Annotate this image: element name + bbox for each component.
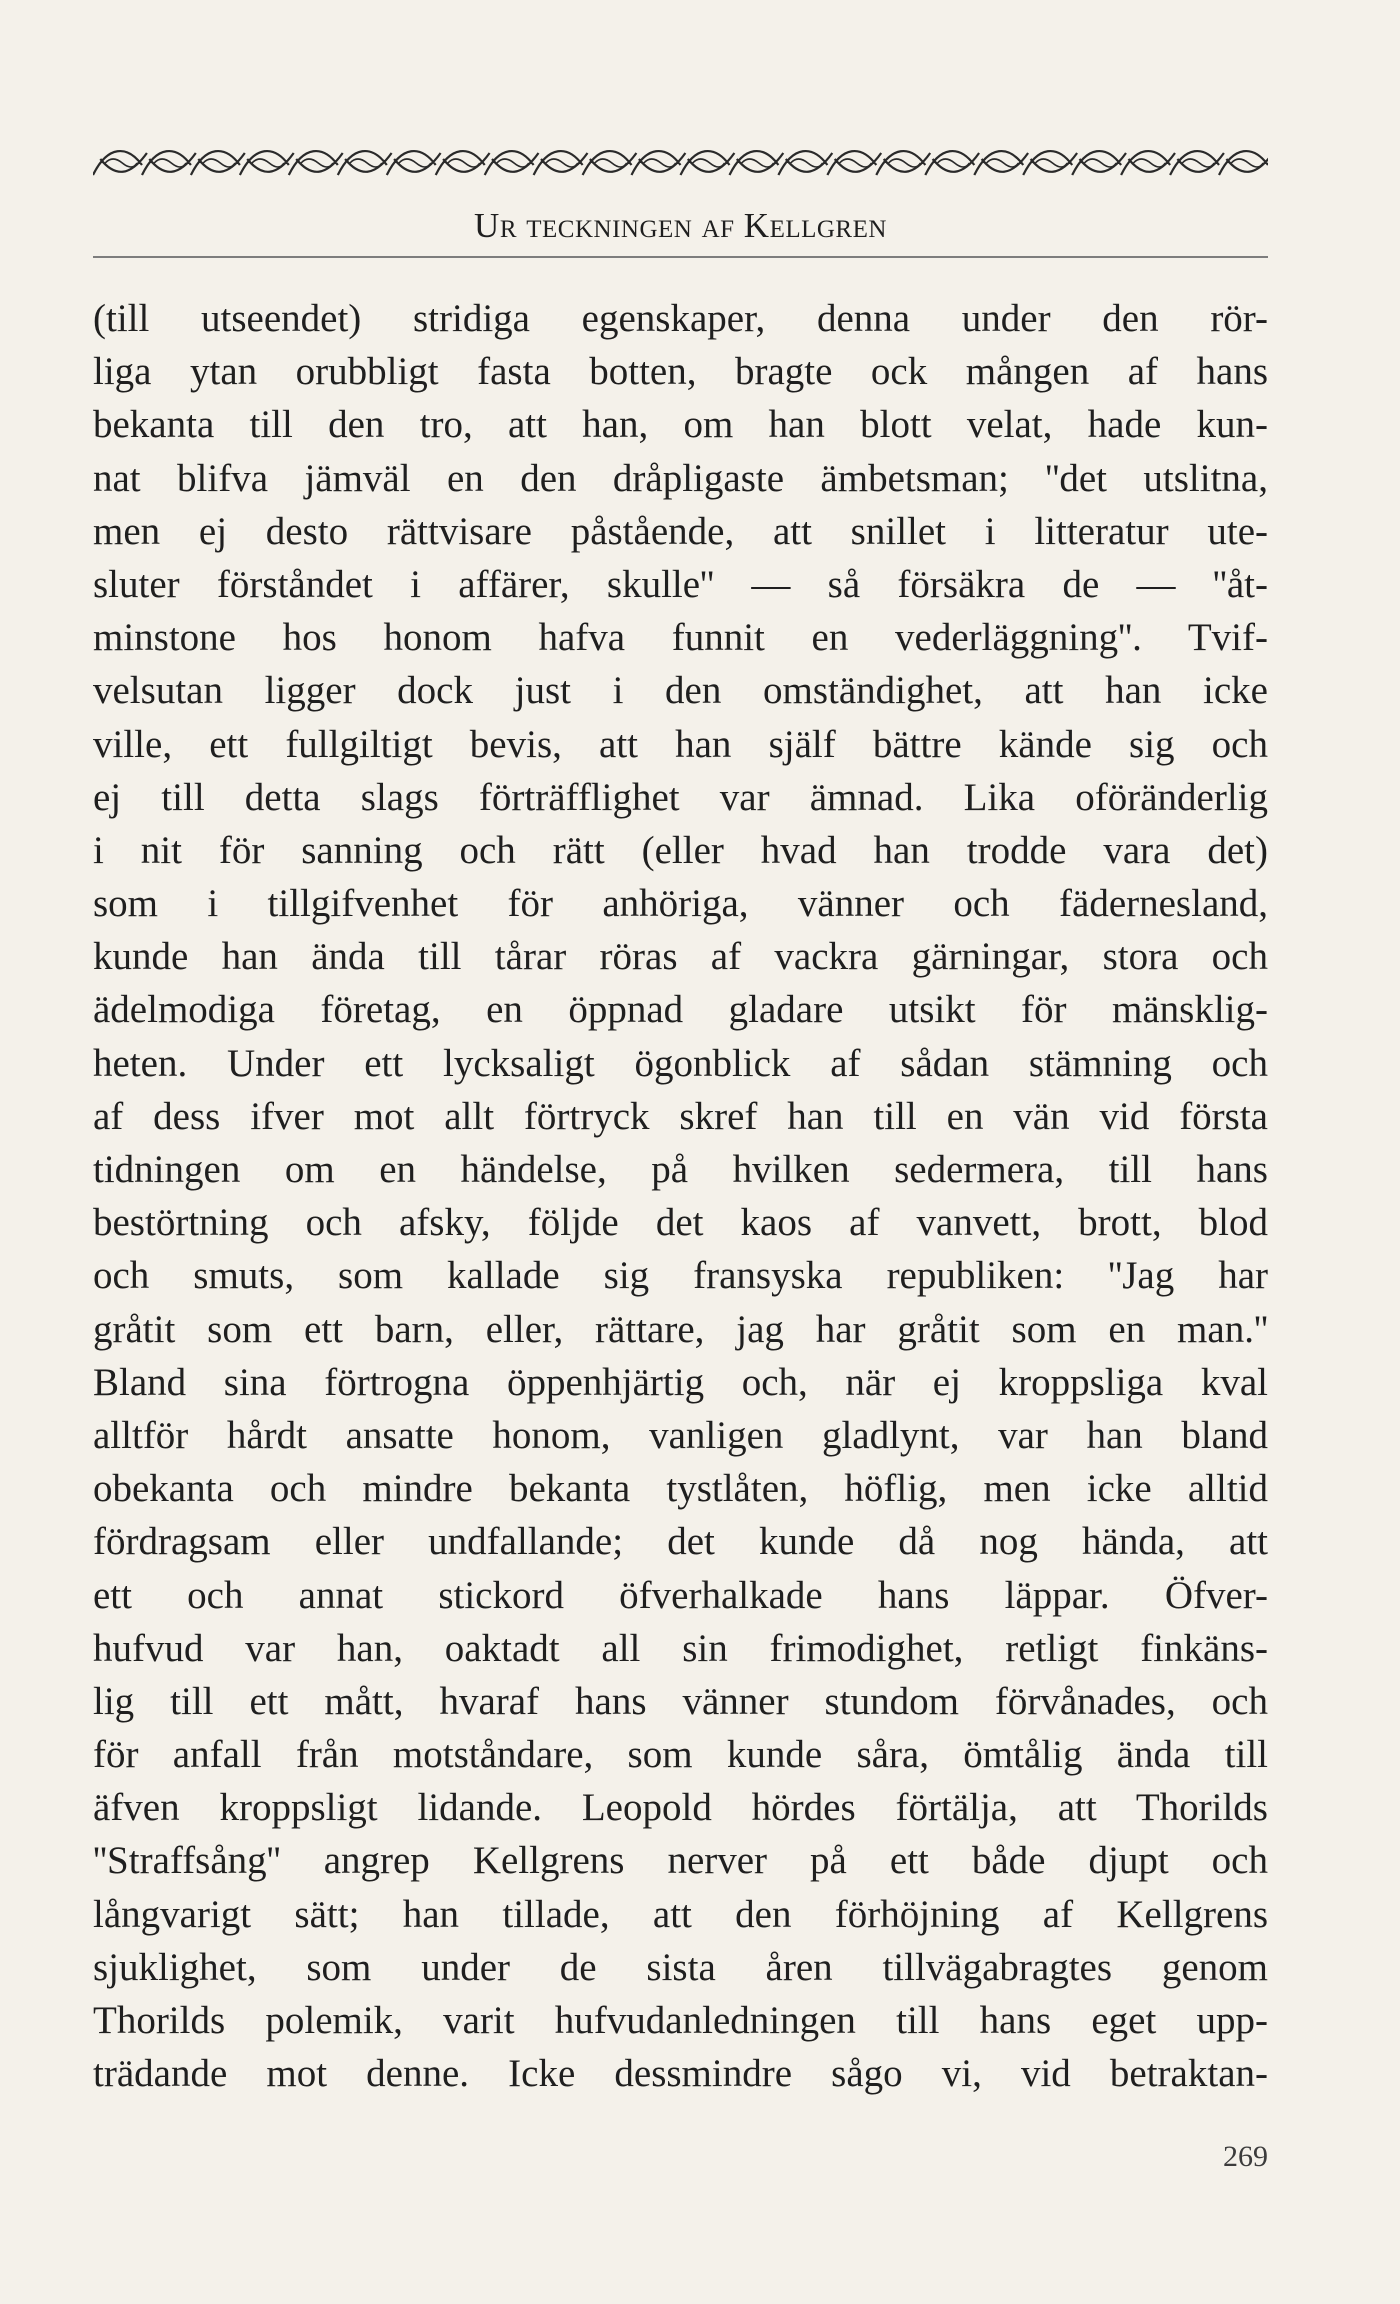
text-line: ''Straffsång'' angrep Kellgrens nerver på ett både djupt och xyxy=(93,1839,1268,1883)
text-line: velsutan ligger dock just i den omständighet, att han icke xyxy=(93,669,1268,713)
text-line: sluter förståndet i affärer, skulle'' — så försäkra de — ''åt- xyxy=(93,562,1268,606)
text-line: Thorilds polemik, varit hufvudanledningen till hans eget upp- xyxy=(93,1999,1268,2042)
text-line: ett och annat stickord öfverhalkade hans läppar. Öfver- xyxy=(93,1573,1268,1617)
text-line: alltför hårdt ansatte honom, vanligen gladlynt, var han bland xyxy=(93,1413,1268,1457)
text-line: liga ytan orubbligt fasta botten, bragte ock mången af hans xyxy=(93,350,1268,394)
text-line: Bland sina förtrogna öppenhjärtig och, när ej kroppsliga kval xyxy=(93,1360,1268,1404)
text-line: bestörtning och afsky, följde det kaos af vanvett, brott, blod xyxy=(93,1201,1268,1245)
text-line: långvarigt sätt; han tillade, att den förhöjning af Kellgrens xyxy=(93,1892,1268,1936)
text-line: bekanta till den tro, att han, om han blott velat, hade kun- xyxy=(93,403,1268,447)
text-line: i nit för sanning och rätt (eller hvad han trodde vara det) xyxy=(93,828,1268,872)
text-line: fördragsam eller undfallande; det kunde då nog hända, att xyxy=(93,1520,1268,1564)
decorative-header-ornament xyxy=(93,142,1268,184)
text-line: obekanta och mindre bekanta tystlåten, höflig, men icke alltid xyxy=(93,1467,1268,1511)
text-line: för anfall från motståndare, som kunde såra, ömtålig ända till xyxy=(93,1733,1268,1777)
text-line: ville, ett fullgiltigt bevis, att han själf bättre kände sig och xyxy=(93,722,1268,766)
text-line: af dess ifver mot allt förtryck skref han till en vän vid första xyxy=(93,1094,1268,1138)
text-line: lig till ett mått, hvaraf hans vänner stundom förvånades, och xyxy=(93,1679,1268,1723)
text-line: ej till detta slags förträfflighet var ämnad. Lika oföränderlig xyxy=(93,775,1268,819)
text-line: nat blifva jämväl en den dråpligaste ämbetsman; ''det utslitna, xyxy=(93,456,1268,500)
text-line: ädelmodiga företag, en öppnad gladare utsikt för mänsklig- xyxy=(93,988,1268,1032)
text-line: kunde han ända till tårar röras af vackra gärningar, stora och xyxy=(93,935,1268,979)
text-line: (till utseendet) stridiga egenskaper, denna under den rör- xyxy=(93,297,1268,340)
running-head: Ur teckningen af Kellgren xyxy=(474,206,887,245)
text-line: trädande mot denne. Icke dessmindre sågo vi, vid betraktan- xyxy=(93,2052,1268,2096)
text-line: men ej desto rättvisare påstående, att snillet i litteratur ute- xyxy=(93,509,1268,553)
text-line: tidningen om en händelse, på hvilken sedermera, till hans xyxy=(93,1148,1268,1191)
text-line: och smuts, som kallade sig fransyska republiken: ''Jag har xyxy=(93,1254,1268,1298)
text-line: som i tillgifvenhet för anhöriga, vänner och fädernesland, xyxy=(93,882,1268,926)
text-line: hufvud var han, oaktadt all sin frimodighet, retligt finkäns- xyxy=(93,1626,1268,1670)
text-line: sjuklighet, som under de sista åren tillvägabragtes genom xyxy=(93,1945,1268,1989)
header-rule xyxy=(93,256,1268,258)
page-number: 269 xyxy=(1223,2140,1268,2173)
text-line: äfven kroppsligt lidande. Leopold hördes förtälja, att Thorilds xyxy=(93,1786,1268,1830)
text-line: heten. Under ett lycksaligt ögonblick af sådan stämning och xyxy=(93,1041,1268,1085)
body-text xyxy=(93,292,1268,2100)
text-line: gråtit som ett barn, eller, rättare, jag har gråtit som en man.'' xyxy=(93,1307,1268,1351)
text-line: minstone hos honom hafva funnit en vederläggning''. Tvif- xyxy=(93,616,1268,660)
